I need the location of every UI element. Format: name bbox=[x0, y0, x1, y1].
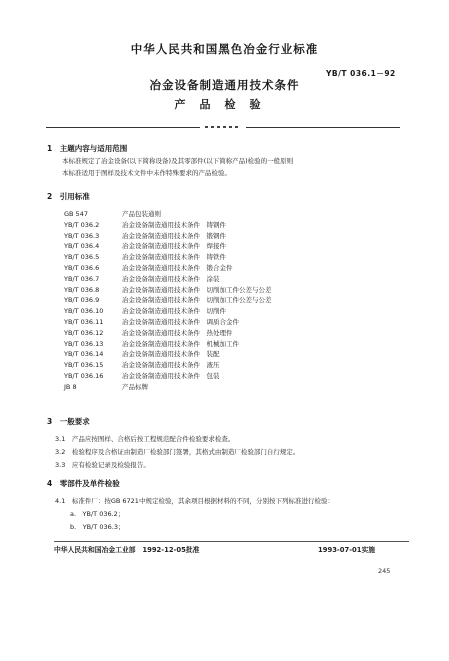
reference-title: 冶金设备制造通用技术条件 装配 bbox=[122, 350, 220, 359]
section-1-heading: 1 主题内容与适用范围 bbox=[47, 144, 128, 153]
document-subtitle: 产品检验 bbox=[174, 98, 275, 111]
reference-title: 冶金设备制造通用技术条件 包装 bbox=[122, 372, 220, 380]
standard-number: YB/T 036.1－92 bbox=[326, 69, 396, 78]
reference-title: 产品标牌 bbox=[122, 382, 148, 391]
section-3-item-2: 3.2 检验程序及合格证由制造厂检验部门签署，其格式由制造厂检验部门自行规定。 bbox=[55, 448, 300, 456]
reference-item bbox=[64, 339, 239, 348]
reference-title: 产品包装通则 bbox=[122, 210, 161, 218]
reference-title: 冶金设备制造通用技术条件 切削加工件公差与公差 bbox=[122, 296, 272, 305]
section-2-heading: 2 引用标准 bbox=[47, 192, 90, 201]
reference-code: YB/T 036.2 bbox=[64, 220, 100, 229]
reference-item bbox=[64, 209, 161, 218]
document-title: 冶金设备制造通用技术条件 bbox=[149, 78, 300, 92]
reference-code: YB/T 036.16 bbox=[64, 372, 104, 380]
reference-item bbox=[64, 306, 226, 315]
reference-code: YB/T 036.4 bbox=[64, 242, 100, 251]
reference-code: YB/T 036.13 bbox=[64, 339, 104, 348]
page-number: 245 bbox=[378, 567, 391, 575]
section-4-item-a: a. YB/T 036.2； bbox=[70, 510, 125, 518]
reference-title: 冶金设备制造通用技术条件 切削加工件公差与公差 bbox=[122, 285, 272, 294]
section-4-item-1: 4.1 标准件厂：按GB 6721中规定检验，其余项目根据材料的不同，分别按下列标准进行检验： bbox=[55, 497, 334, 505]
reference-item bbox=[64, 241, 226, 250]
divider-dash-mark bbox=[205, 126, 241, 128]
reference-code: YB/T 036.10 bbox=[64, 307, 104, 316]
reference-item bbox=[64, 231, 226, 240]
reference-item bbox=[64, 371, 220, 380]
reference-item bbox=[64, 328, 233, 337]
reference-item bbox=[64, 295, 272, 304]
reference-title: 冶金设备制造通用技术条件 锻合金件 bbox=[122, 264, 233, 272]
reference-item bbox=[64, 317, 239, 326]
section-3-item-3: 3.3 应有检验记录及检验报告。 bbox=[55, 461, 150, 469]
reference-title: 冶金设备制造通用技术条件 调质合金件 bbox=[122, 318, 239, 326]
footer-divider bbox=[54, 541, 409, 542]
reference-code: YB/T 036.12 bbox=[64, 328, 104, 337]
reference-code: YB/T 036.14 bbox=[64, 350, 104, 359]
section-3-item-1: 3.1 产品应按图样、合格后按工程规范配合件检验要求检查。 bbox=[55, 435, 235, 443]
reference-code: YB/T 036.5 bbox=[64, 253, 100, 262]
section-1-line-1: 本标准规定了冶金设备(以下简称设备)及其零部件(以下简称产品)检验的一般原则 bbox=[62, 157, 294, 165]
reference-title: 冶金设备制造通用技术条件 涂装 bbox=[122, 274, 220, 283]
reference-title: 冶金设备制造通用技术条件 锻钢件 bbox=[122, 231, 226, 240]
reference-title: 冶金设备制造通用技术条件 机械加工件 bbox=[122, 339, 239, 348]
reference-title: 冶金设备制造通用技术条件 液压 bbox=[122, 361, 220, 370]
reference-code: JB 8 bbox=[64, 382, 77, 391]
reference-item bbox=[64, 263, 233, 272]
section-4-heading: 4 零部件及单件检验 bbox=[47, 479, 120, 488]
reference-code: YB/T 036.7 bbox=[64, 274, 100, 283]
reference-code: YB/T 036.8 bbox=[64, 285, 100, 294]
reference-item bbox=[64, 349, 220, 358]
reference-code: YB/T 036.3 bbox=[64, 231, 100, 240]
reference-code: GB 547 bbox=[64, 210, 88, 218]
reference-title: 冶金设备制造通用技术条件 铸铁件 bbox=[122, 253, 226, 262]
reference-item bbox=[64, 252, 226, 261]
reference-item bbox=[64, 382, 148, 391]
section-3-heading: 3 一般要求 bbox=[47, 417, 90, 426]
section-1-line-2: 本标准适用于图样及技术文件中未作特殊要求的产品检验。 bbox=[62, 169, 231, 177]
reference-code: YB/T 036.11 bbox=[64, 318, 104, 326]
approval-line: 中华人民共和国冶金工业部 1992-12-05批准 bbox=[54, 546, 200, 554]
reference-code: YB/T 036.6 bbox=[64, 264, 100, 272]
reference-code: YB/T 036.9 bbox=[64, 296, 100, 305]
reference-item bbox=[64, 274, 220, 283]
reference-title: 冶金设备制造通用技术条件 焊接件 bbox=[122, 242, 226, 251]
reference-item bbox=[64, 220, 226, 229]
reference-item bbox=[64, 285, 272, 294]
section-4-item-b: b. YB/T 036.3； bbox=[70, 523, 125, 531]
reference-title: 冶金设备制造通用技术条件 铸钢件 bbox=[122, 220, 226, 229]
reference-title: 冶金设备制造通用技术条件 热处理件 bbox=[122, 328, 233, 337]
reference-item bbox=[64, 360, 220, 369]
reference-code: YB/T 036.15 bbox=[64, 361, 104, 370]
implementation-date: 1993-07-01实施 bbox=[318, 546, 376, 554]
issuer-heading: 中华人民共和国黑色冶金行业标准 bbox=[130, 42, 319, 56]
reference-title: 冶金设备制造通用技术条件 切削件 bbox=[122, 307, 226, 316]
